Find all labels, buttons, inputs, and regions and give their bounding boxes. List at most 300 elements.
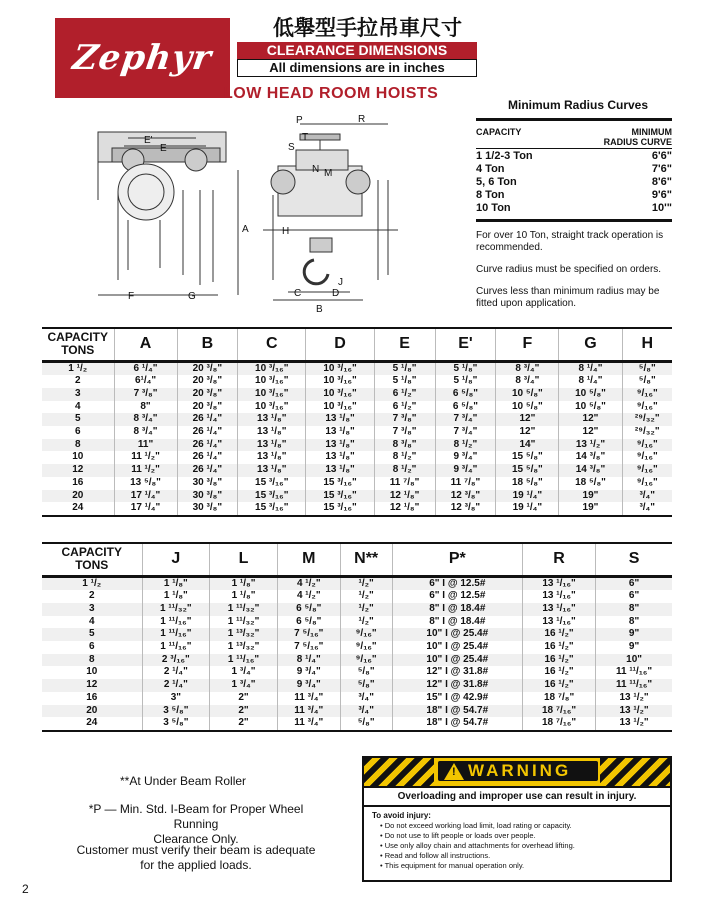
table-row	[42, 679, 672, 692]
table-cell: 9"	[596, 628, 672, 641]
table-cell: 7 ³/₄"	[435, 426, 496, 439]
table-cell: 10" I @ 25.4#	[392, 654, 522, 667]
table-cell: 18 ⁵/₈"	[496, 477, 559, 490]
table-cell: 12"	[559, 413, 622, 426]
table-cell: 15 ³/₁₆"	[306, 502, 374, 516]
min-radius-table	[476, 118, 672, 222]
table-row	[42, 641, 672, 654]
section-title: LOW HEAD ROOM HOISTS	[223, 85, 439, 102]
table-cell: 8 ¹/₄"	[277, 654, 340, 667]
table-cell: 18 ⁷/₁₆"	[522, 717, 595, 731]
table-cell: 30 ³/₈"	[177, 490, 238, 503]
table-cell: 1 ¹¹/₃₂"	[210, 616, 278, 629]
table-cell: 8"	[596, 603, 672, 616]
warning-triangle-icon: !	[444, 763, 464, 780]
table-cell: 15 ⁵/₈"	[496, 464, 559, 477]
table-cell: 26 ¹/₄"	[177, 451, 238, 464]
table-cell: ⁵/₈"	[622, 361, 672, 375]
table-cell: 7 ⁵/₁₆"	[277, 628, 340, 641]
table-cell: 10 ³/₁₆"	[306, 361, 374, 375]
table-cell: 6	[42, 426, 114, 439]
table-row	[42, 705, 672, 718]
table-cell: 15 ³/₁₆"	[306, 490, 374, 503]
table-cell: 16	[42, 477, 114, 490]
table-cell: 1 ¹/₂	[42, 576, 142, 590]
table-cell: ²⁹/₃₂"	[634, 426, 660, 438]
table-cell: 7 ³/₄"	[435, 413, 496, 426]
table-cell: 6 ⁵/₈"	[277, 616, 340, 629]
table-cell: 19"	[559, 490, 622, 503]
table-row	[42, 401, 672, 414]
min-radius-row	[476, 176, 672, 189]
table2-header: M	[277, 543, 340, 576]
table-cell: 13 ¹/₈"	[306, 439, 374, 452]
table-cell: 20 ³/₈"	[177, 361, 238, 375]
table-cell: ³/₄"	[639, 502, 656, 514]
table-cell: 10"	[596, 654, 672, 667]
table-cell: 17 ¹/₄"	[114, 490, 177, 503]
units-note: All dimensions are in inches	[237, 59, 477, 77]
table-cell: 12	[42, 464, 114, 477]
min-radius-value: 7'6"	[651, 163, 672, 175]
table-cell: 5 ¹/₈"	[435, 375, 496, 388]
table-cell: 8	[42, 439, 114, 452]
table-cell: 3"	[142, 692, 210, 705]
label-m: M	[324, 168, 333, 179]
table-cell: 13 ¹/₂"	[559, 439, 622, 452]
min-radius-col-minimum: MINIMUM	[631, 127, 672, 137]
table-cell: 11 ¹/₂"	[114, 451, 177, 464]
chinese-title: 低舉型手拉吊車尺寸	[273, 16, 462, 40]
table-cell: 11 ⁷/₈"	[374, 477, 435, 490]
table-cell: 12	[42, 679, 142, 692]
table-cell: 8" I @ 18.4#	[392, 603, 522, 616]
table-cell: 9"	[628, 641, 640, 653]
table-cell: 7 ³/₈"	[114, 388, 177, 401]
table-cell: 2 ¹/₄"	[142, 679, 210, 692]
logo-text: Zephyr	[70, 38, 215, 78]
table1-header: G	[559, 328, 622, 361]
table-row	[42, 628, 672, 641]
min-radius-capacity: 5, 6 Ton	[476, 176, 517, 188]
warning-item: • Use only alloy chain and attachments for overhead lifting.	[380, 841, 670, 851]
table-cell: 1 ¹/₈"	[210, 576, 278, 590]
min-radius-value: 10'"	[651, 202, 672, 214]
table-cell: ¹/₂"	[340, 576, 392, 590]
table-cell: 12" I @ 31.8#	[392, 679, 522, 692]
label-f: F	[128, 291, 135, 302]
table-cell: 7 ³/₈"	[374, 413, 435, 426]
table-cell: ⁵/₈"	[340, 717, 392, 731]
table-cell: 24	[42, 717, 142, 731]
table-cell: 1 ³/₄"	[210, 679, 278, 692]
table-cell: 19"	[559, 502, 622, 516]
min-radius-title: Minimum Radius Curves	[507, 98, 649, 112]
min-radius-capacity: 4 Ton	[476, 163, 505, 175]
table-cell: ⁹/₁₆"	[340, 628, 392, 641]
table-cell: 13 ¹/₈"	[238, 439, 306, 452]
table-cell: 30 ³/₈"	[177, 502, 238, 516]
min-radius-value: 9'6"	[651, 189, 672, 201]
table-cell: 8 ¹/₂"	[435, 439, 496, 452]
table-cell: 10 ³/₁₆"	[238, 361, 306, 375]
table-cell: 5 ¹/₈"	[374, 375, 435, 388]
table-cell: 5	[42, 413, 114, 426]
min-radius-notes	[476, 230, 676, 320]
table-cell: 20	[42, 705, 142, 718]
table-cell: ⁹/₁₆"	[340, 654, 392, 667]
table-cell: 20	[42, 490, 114, 503]
label-d: D	[332, 288, 340, 299]
table2-header: L	[210, 543, 278, 576]
table-cell: 10 ³/₁₆"	[238, 388, 306, 401]
table-cell: 2"	[210, 692, 278, 705]
table-cell: 11 ³/₄"	[277, 692, 340, 705]
table-cell: ³/₄"	[622, 490, 672, 503]
table-cell: 14 ³/₈"	[559, 464, 622, 477]
table-row	[42, 666, 672, 679]
table-cell: 16 ¹/₂"	[522, 628, 595, 641]
table-cell: 3 ⁵/₈"	[142, 717, 210, 731]
table-cell: 15 ³/₁₆"	[238, 477, 306, 490]
table-cell: 8 ³/₄"	[496, 375, 559, 388]
table-cell: 6 ¹/₄"	[114, 361, 177, 375]
table-cell: ⁹/₁₆"	[636, 476, 658, 488]
table2-header: R	[522, 543, 595, 576]
table-cell: 8 ¹/₂"	[374, 464, 435, 477]
table-cell: 26 ¹/₄"	[177, 413, 238, 426]
dimensions-table-1	[42, 327, 672, 517]
table1-header: A	[114, 328, 177, 361]
table-row	[42, 502, 672, 516]
table-cell: 13 ¹/₂"	[619, 717, 649, 729]
table-cell: 17 ¹/₄"	[114, 502, 177, 516]
table-cell: 9 ³/₄"	[435, 451, 496, 464]
table-cell: 6 ⁵/₈"	[435, 388, 496, 401]
table-cell: 8 ³/₄"	[496, 361, 559, 375]
table2-header: P*	[392, 543, 522, 576]
table-cell: 11"	[114, 439, 177, 452]
table-cell: 2 ³/₁₆"	[142, 654, 210, 667]
table-cell: 2	[42, 590, 142, 603]
label-r: R	[358, 114, 366, 125]
table-cell: ⁵/₈"	[638, 375, 656, 387]
table-cell: 5 ¹/₈"	[374, 361, 435, 375]
table-cell: 11 ¹¹/₁₆"	[615, 666, 653, 678]
table-row	[42, 590, 672, 603]
table-cell: 10 ⁵/₈"	[496, 401, 559, 414]
table-cell: 10 ³/₁₆"	[238, 401, 306, 414]
table-cell: 11 ¹¹/₁₆"	[596, 679, 672, 692]
min-radius-value: 8'6"	[651, 176, 672, 188]
table2-header: S	[596, 543, 672, 576]
table-cell: 16 ¹/₂"	[522, 666, 595, 679]
table-row	[42, 451, 672, 464]
table-cell: 12"	[559, 426, 622, 439]
table-cell: 3	[42, 603, 142, 616]
footnote-n: **At Under Beam Roller	[120, 774, 247, 788]
min-radius-row	[476, 202, 672, 215]
table-cell: 1 ¹¹/₃₂"	[210, 603, 278, 616]
table-row	[42, 576, 672, 590]
table-cell: ¹/₂"	[340, 603, 392, 616]
table-cell: 1 ¹/₈"	[210, 590, 278, 603]
table-cell: 8 ¹/₄"	[559, 375, 622, 388]
zephyr-logo	[55, 18, 230, 98]
table-cell: ⁹/₁₆"	[622, 464, 672, 477]
table-cell: ⁵/₈"	[340, 666, 392, 679]
table-cell: 8 ¹/₄"	[559, 361, 622, 375]
table-cell: 26 ¹/₄"	[177, 426, 238, 439]
table-cell: 16 ¹/₂"	[522, 641, 595, 654]
table-cell: 6" I @ 12.5#	[392, 576, 522, 590]
label-s: S	[288, 142, 295, 153]
note-1: For over 10 Ton, straight track operation is recommended.	[476, 230, 664, 253]
table-cell: 12 ³/₈"	[435, 490, 496, 503]
table-cell: 6 ¹/₂"	[374, 388, 435, 401]
table-cell: 13 ¹/₁₆"	[522, 590, 595, 603]
label-n: N	[312, 164, 320, 175]
table-cell: 5 ¹/₈"	[435, 361, 496, 375]
table1-header: E	[374, 328, 435, 361]
table1-header: B	[177, 328, 238, 361]
table-cell: 1 ¹¹/₁₆"	[142, 628, 210, 641]
table-cell: 10	[42, 451, 114, 464]
table-row	[42, 388, 672, 401]
table1-header: C	[238, 328, 306, 361]
table-cell: 8 ¹/₂"	[374, 451, 435, 464]
table-cell: 9 ³/₄"	[277, 666, 340, 679]
table-cell: 13 ¹/₁₆"	[522, 616, 595, 629]
table-cell: ⁹/₁₆"	[622, 439, 672, 452]
table-cell: 18 ⁵/₈"	[559, 477, 622, 490]
table-cell: 11 ⁷/₈"	[435, 477, 496, 490]
table-cell: 1 ¹¹/₃₂"	[142, 603, 210, 616]
table-row	[42, 477, 672, 490]
table-cell: 20 ³/₈"	[177, 388, 238, 401]
table-cell: 19 ¹/₄"	[496, 502, 559, 516]
table-cell: 13 ¹/₈"	[306, 413, 374, 426]
table-cell: 8" I @ 18.4#	[392, 616, 522, 629]
table2-capacity-header: CAPACITY TONS	[42, 543, 142, 576]
table-cell: 13 ⁵/₈"	[114, 477, 177, 490]
table-cell: 1 ¹³/₃₂"	[210, 628, 278, 641]
table-cell: ⁹/₁₆"	[636, 451, 658, 463]
min-radius-capacity: 10 Ton	[476, 202, 511, 214]
table-cell: 10 ⁵/₈"	[496, 388, 559, 401]
table-cell: 13 ¹/₈"	[238, 426, 306, 439]
table-cell: 8	[42, 654, 142, 667]
dimensions-table-2	[42, 542, 672, 732]
table-cell: ⁹/₁₆"	[636, 400, 658, 412]
min-radius-col-radius: RADIUS CURVE	[603, 137, 672, 147]
warning-item: • Do not use to lift people or loads over people.	[380, 831, 670, 841]
table-row	[42, 439, 672, 452]
table-cell: 6 ¹/₂"	[374, 401, 435, 414]
warning-band	[364, 758, 670, 788]
table-cell: 1 ¹¹/₁₆"	[142, 641, 210, 654]
label-e: E	[160, 143, 167, 154]
table-cell: 4	[42, 401, 114, 414]
table-cell: 12 ¹/₈"	[374, 502, 435, 516]
table-cell: 11 ³/₄"	[277, 705, 340, 718]
table-row	[42, 375, 672, 388]
table-cell: 8 ³/₄"	[114, 426, 177, 439]
table-row	[42, 464, 672, 477]
table-cell: 13 ¹/₂"	[619, 691, 649, 703]
table-cell: 11 ³/₄"	[277, 717, 340, 731]
table2-header: J	[142, 543, 210, 576]
table-row	[42, 603, 672, 616]
table-cell: ⁵/₈"	[340, 679, 392, 692]
min-radius-col-capacity: CAPACITY	[476, 127, 522, 137]
table-cell: 7 ⁵/₁₆"	[277, 641, 340, 654]
warning-item: • Read and follow all instructions.	[380, 851, 670, 861]
table-cell: ²⁹/₃₂"	[622, 413, 672, 426]
table-cell: 1 ³/₄"	[210, 666, 278, 679]
table-cell: 26 ¹/₄"	[177, 464, 238, 477]
table-cell: 15 ³/₁₆"	[238, 490, 306, 503]
table1-capacity-header: CAPACITY TONS	[42, 328, 114, 361]
note-2: Curve radius must be specified on orders.	[476, 264, 662, 275]
table-row	[42, 361, 672, 375]
label-t: T	[302, 132, 309, 143]
table-cell: 13 ¹/₂"	[596, 705, 672, 718]
table-cell: 14 ³/₈"	[559, 451, 622, 464]
table1-header: F	[496, 328, 559, 361]
table-cell: ³/₄"	[340, 692, 392, 705]
table-cell: 15 ³/₁₆"	[238, 502, 306, 516]
table-cell: 13 ¹/₈"	[306, 464, 374, 477]
table-cell: 20 ³/₈"	[177, 401, 238, 414]
table-cell: 2"	[210, 705, 278, 718]
warning-item: • This equipment for manual operation only.	[380, 861, 670, 871]
label-p: P	[296, 115, 303, 126]
table-cell: 10" I @ 25.4#	[392, 641, 522, 654]
label-h: H	[282, 226, 290, 237]
table-cell: 13 ¹/₁₆"	[522, 603, 595, 616]
min-radius-row	[476, 150, 672, 163]
clearance-banner: CLEARANCE DIMENSIONS	[237, 42, 477, 59]
table-cell: 12"	[496, 413, 559, 426]
table-cell: 4 ¹/₂"	[277, 576, 340, 590]
table-row	[42, 616, 672, 629]
table1-header: E'	[435, 328, 496, 361]
table-cell: 1 ¹/₈"	[142, 576, 210, 590]
table-row	[42, 490, 672, 503]
table-cell: 10 ³/₁₆"	[306, 375, 374, 388]
table-cell: 16	[42, 692, 142, 705]
warning-subtitle: Overloading and improper use can result in injury.	[364, 788, 670, 807]
table1-header: H	[622, 328, 672, 361]
min-radius-value: 6'6"	[651, 150, 672, 162]
warning-item: • Do not exceed working load limit, load rating or capacity.	[380, 821, 670, 831]
table-cell: 2	[42, 375, 114, 388]
table-cell: 12" I @ 31.8#	[392, 666, 522, 679]
label-g: G	[188, 291, 196, 302]
min-radius-row	[476, 163, 672, 176]
table-cell: ⁹/₁₆"	[340, 641, 392, 654]
table-cell: 13 ¹/₈"	[238, 464, 306, 477]
page-number: 2	[22, 882, 29, 896]
table-cell: 15" I @ 42.9#	[392, 692, 522, 705]
table-cell: 10 ⁵/₈"	[559, 388, 622, 401]
table-cell: 8"	[628, 615, 640, 627]
footnote-p: *P — Min. Std. I-Beam for Proper Wheel Running Clearance Only.	[88, 802, 304, 846]
table-cell: 13 ¹/₈"	[238, 413, 306, 426]
table-cell: ⁹/₁₆"	[622, 388, 672, 401]
table-cell: 6	[42, 641, 142, 654]
table-row	[42, 413, 672, 426]
table1-header: D	[306, 328, 374, 361]
table-cell: 3	[42, 388, 114, 401]
table-cell: 16 ¹/₂"	[522, 679, 595, 692]
table-cell: 6 ⁵/₈"	[435, 401, 496, 414]
table-row	[42, 654, 672, 667]
table-cell: 6"	[628, 590, 640, 602]
table-row	[42, 692, 672, 705]
table-cell: 15 ³/₁₆"	[306, 477, 374, 490]
min-radius-capacity: 1 1/2-3 Ton	[476, 150, 533, 162]
table-cell: 3 ⁵/₈"	[142, 705, 210, 718]
label-e-prime: E'	[144, 135, 153, 146]
table-cell: 13 ¹/₈"	[306, 451, 374, 464]
table-cell: 18" I @ 54.7#	[392, 717, 522, 731]
table-cell: 13 ¹/₈"	[238, 451, 306, 464]
label-b: B	[316, 304, 323, 315]
label-a: A	[242, 224, 249, 235]
table-cell: 11 ¹/₂"	[114, 464, 177, 477]
table-cell: 4 ¹/₂"	[277, 590, 340, 603]
table-cell: 15 ⁵/₈"	[496, 451, 559, 464]
label-c: C	[294, 288, 302, 299]
table-cell: 19 ¹/₄"	[496, 490, 559, 503]
table-cell: 9 ³/₄"	[435, 464, 496, 477]
table-cell: ³/₄"	[340, 705, 392, 718]
min-radius-capacity: 8 Ton	[476, 189, 505, 201]
table-cell: 12"	[496, 426, 559, 439]
warning-list	[364, 821, 670, 871]
table-cell: 12 ¹/₈"	[374, 490, 435, 503]
table-cell: 6¹/₄"	[114, 375, 177, 388]
table-cell: 5	[42, 628, 142, 641]
table-cell: 20 ³/₈"	[177, 375, 238, 388]
warning-title: WARNING	[468, 761, 572, 780]
table-row	[42, 717, 672, 731]
table-cell: 13 ¹/₁₆"	[522, 576, 595, 590]
table-cell: 1 ¹/₂	[42, 361, 114, 375]
table-cell: 30 ³/₈"	[177, 477, 238, 490]
table-cell: 10 ⁵/₈"	[559, 401, 622, 414]
table-cell: 9 ³/₄"	[277, 679, 340, 692]
table-cell: 8 ³/₈"	[374, 439, 435, 452]
table-cell: 10" I @ 25.4#	[392, 628, 522, 641]
table-cell: 10 ³/₁₆"	[238, 375, 306, 388]
table-cell: 26 ¹/₄"	[177, 439, 238, 452]
table-cell: 7 ³/₈"	[374, 426, 435, 439]
table-cell: 18" I @ 54.7#	[392, 705, 522, 718]
table-cell: 1 ¹¹/₁₆"	[142, 616, 210, 629]
table-cell: 1 ¹³/₃₂"	[210, 641, 278, 654]
table-cell: 1 ¹¹/₁₆"	[210, 654, 278, 667]
table-cell: 6" I @ 12.5#	[392, 590, 522, 603]
table-cell: 6"	[596, 576, 672, 590]
table-cell: 8 ³/₄"	[114, 413, 177, 426]
table-cell: 24	[42, 502, 114, 516]
table-cell: 13 ¹/₈"	[306, 426, 374, 439]
table-cell: 6 ⁵/₈"	[277, 603, 340, 616]
table-cell: 10	[42, 666, 142, 679]
